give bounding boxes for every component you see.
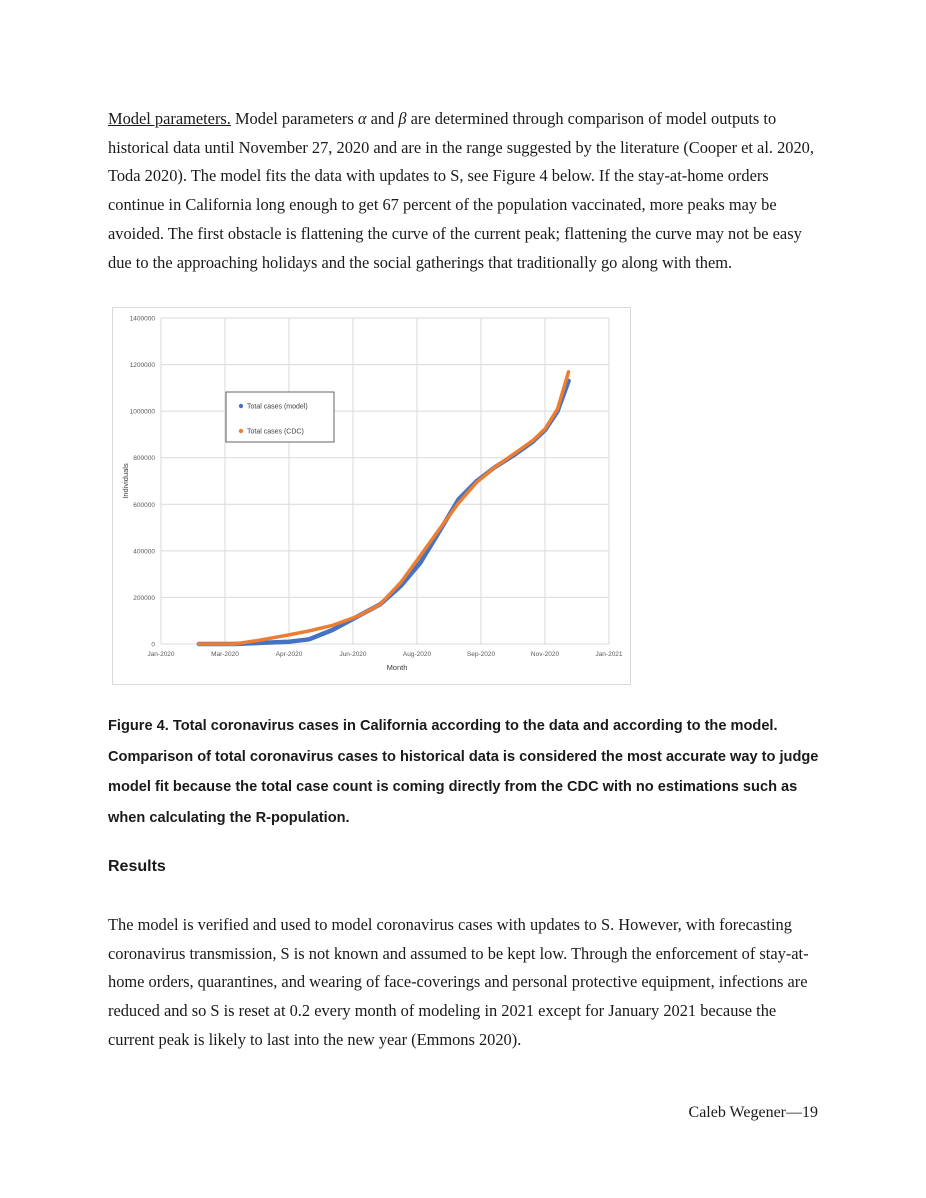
beta-symbol: β [398, 109, 407, 128]
y-tick-label: 1000000 [129, 408, 155, 416]
results-heading: Results [108, 858, 166, 875]
intro-text-3: are determined through comparison of model outputs to historical data until November 27, 2020 and are in the range suggested by the literature (Cooper et al. 2020, Toda 2020). The model fits the data with updates to S, see Figure 4 below. If the stay-at-home orders continue in California long enough to get 67 percent of the population vaccinated, more peaks may be avoided. The first obstacle is flattening the curve of the current peak; flattening the curve may not be easy due to the approaching holidays and the social gatherings that traditionally go along with them. [108, 109, 814, 272]
intro-paragraph [108, 105, 818, 277]
x-tick-label: Jan-2020 [147, 651, 175, 658]
y-tick-label: 0 [151, 641, 155, 649]
y-tick-label: 800000 [133, 455, 155, 463]
x-tick-label: Apr-2020 [275, 651, 303, 658]
y-axis-title: Individuals [121, 463, 130, 499]
alpha-symbol: α [357, 109, 367, 128]
legend-label: Total cases (CDC) [247, 428, 304, 436]
intro-lead: Model parameters. [108, 109, 231, 128]
x-tick-label: Aug-2020 [402, 651, 432, 658]
y-tick-label: 400000 [133, 548, 155, 556]
legend-label: Total cases (model) [247, 403, 308, 411]
figure-4-chart [112, 307, 631, 685]
y-tick-label: 1200000 [129, 362, 155, 370]
x-tick-label: Jun-2020 [339, 651, 367, 658]
chart-legend [226, 392, 334, 442]
intro-text-2: and [366, 109, 399, 128]
page-footer: Caleb Wegener—19 [688, 1104, 818, 1121]
intro-text-1: Model parameters [230, 109, 358, 128]
legend-marker [239, 404, 243, 408]
x-tick-label: Sep-2020 [466, 651, 496, 658]
y-tick-label: 200000 [133, 594, 155, 602]
x-tick-label: Nov-2020 [530, 651, 560, 658]
x-axis-title: Month [386, 663, 408, 672]
legend-marker [239, 429, 243, 433]
y-tick-label: 600000 [133, 501, 155, 509]
chart-svg [113, 308, 630, 684]
x-tick-label: Jan-2021 [595, 651, 623, 658]
x-tick-label: Mar-2020 [211, 651, 239, 658]
figure-caption: Figure 4. Total coronavirus cases in California according to the data and according to the model. Comparison of total coronavirus cases to historical data is considered the most accurate way to judge model fit because the total case count is coming directly from the CDC with no estimations such as when calculating the R-population. [108, 718, 819, 827]
y-tick-label: 1400000 [129, 315, 155, 323]
results-paragraph: The model is verified and used to model coronavirus cases with updates to S. However, with forecasting coronavirus transmission, S is not known and assumed to be kept low. Through the enforcement of stay-at-home orders, quarantines, and wearing of face-coverings and personal protective equipment, infections are reduced and so S is reset at 0.2 every month of modeling in 2021 except for January 2021 because the current peak is likely to last into the new year (Emmons 2020). [108, 915, 809, 1049]
